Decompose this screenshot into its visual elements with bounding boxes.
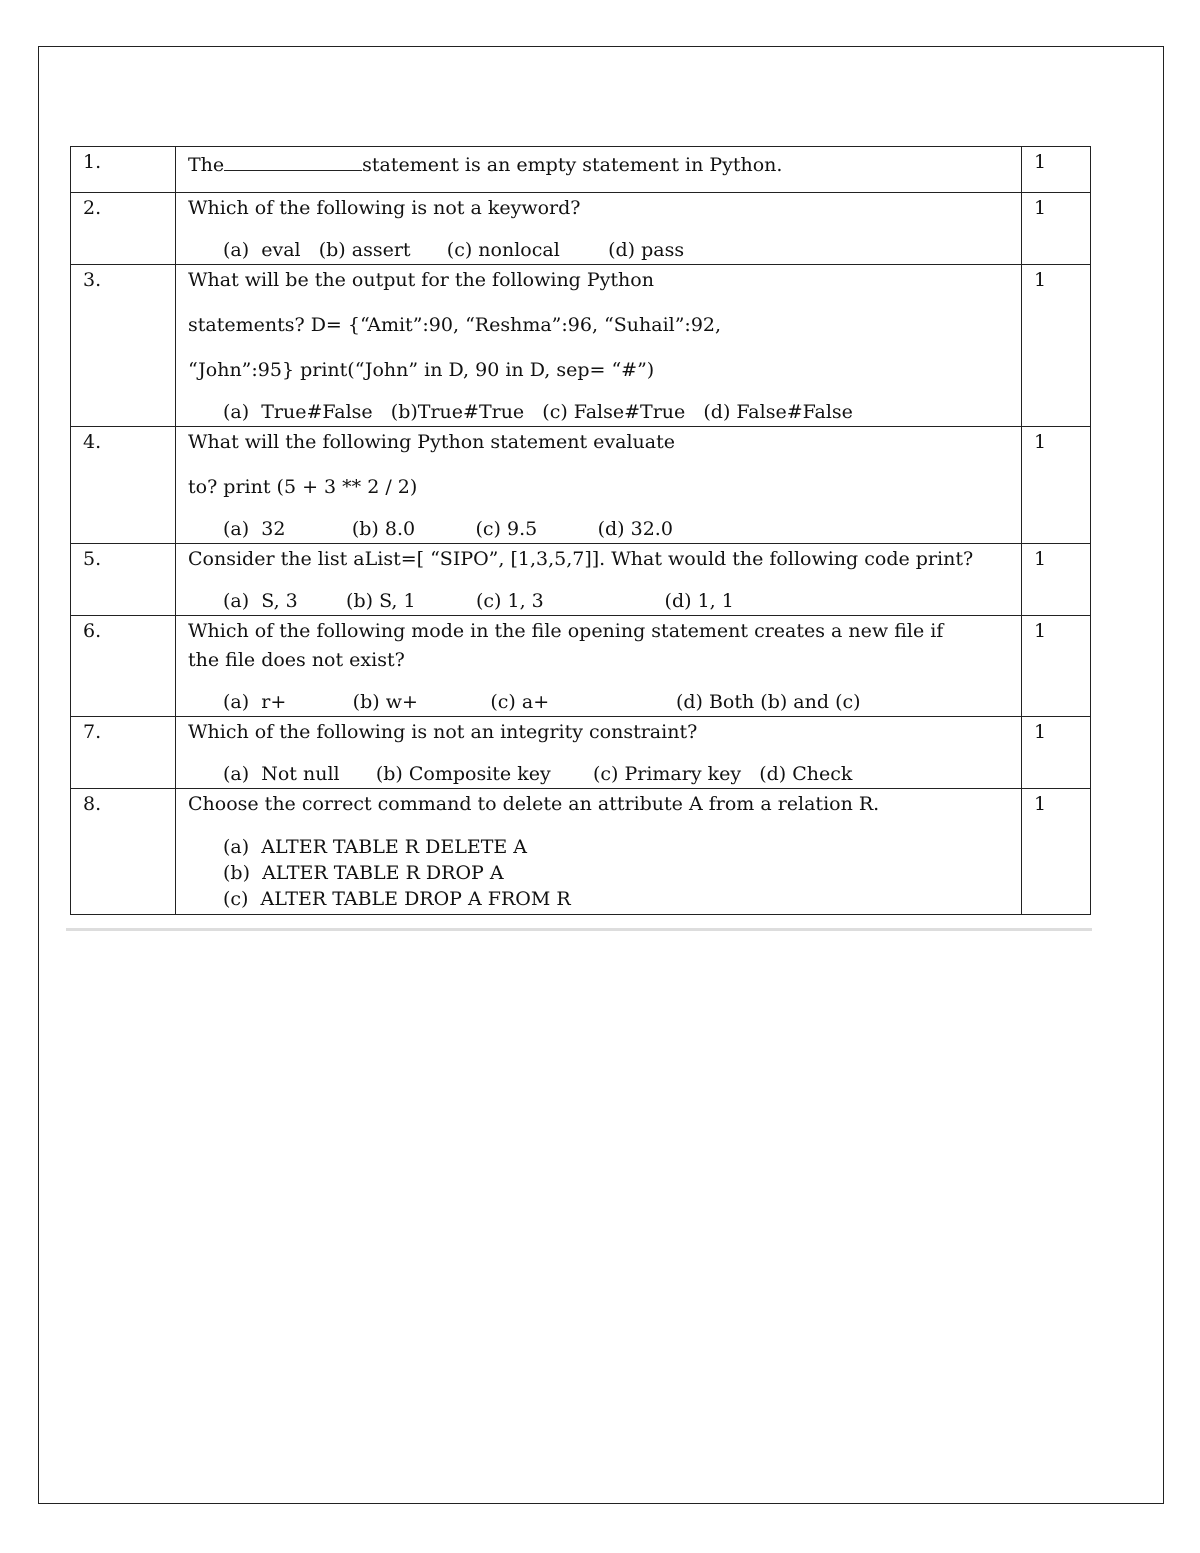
question-table (70, 146, 1091, 915)
question-line: “John”:95} print(“John” in D, 90 in D, sep= “#”) (188, 359, 655, 381)
question-number: 5. (71, 544, 176, 616)
answer-options: (a) Not null (b) Composite key (c) Primary key (d) Check (223, 763, 853, 785)
question-number: 8. (71, 789, 176, 915)
question-row (71, 544, 1091, 616)
question-marks: 1 (1022, 544, 1091, 616)
answer-options: (a) S, 3 (b) S, 1 (c) 1, 3 (d) 1, 1 (223, 590, 734, 612)
question-marks: 1 (1022, 147, 1091, 193)
answer-options: (a) 32 (b) 8.0 (c) 9.5 (d) 32.0 (223, 518, 673, 540)
question-text-part: statement is an empty statement in Python. (362, 154, 783, 176)
answer-option-list (188, 834, 1011, 913)
question-marks: 1 (1022, 427, 1091, 544)
question-marks: 1 (1022, 789, 1091, 915)
question-line: to? print (5 + 3 ** 2 / 2) (188, 476, 418, 498)
question-line: the file does not exist? (188, 649, 405, 671)
question-row (71, 265, 1091, 427)
question-line: Choose the correct command to delete an attribute A from a relation R. (188, 793, 880, 815)
question-text (176, 789, 1022, 915)
question-row (71, 616, 1091, 717)
question-line: Consider the list aList=[ “SIPO”, [1,3,5,7]]. What would the following code print? (188, 548, 974, 570)
question-number: 2. (71, 193, 176, 265)
answer-options: (a) True#False (b)True#True (c) False#True (d) False#False (223, 401, 853, 423)
question-line: Which of the following is not an integrity constraint? (188, 721, 698, 743)
question-line: What will be the output for the following Python (188, 269, 654, 291)
question-text (176, 616, 1022, 717)
question-row (71, 789, 1091, 915)
question-text-part: The (188, 154, 225, 176)
answer-option: (a) ALTER TABLE R DELETE A (223, 836, 527, 858)
question-row (71, 427, 1091, 544)
question-line: statements? D= {“Amit”:90, “Reshma”:96, “Suhail”:92, (188, 314, 722, 336)
question-number: 6. (71, 616, 176, 717)
divider (66, 928, 1092, 931)
question-row (71, 147, 1091, 193)
question-row (71, 193, 1091, 265)
question-number: 1. (71, 147, 176, 193)
question-number: 4. (71, 427, 176, 544)
question-text (176, 717, 1022, 789)
question-text (176, 544, 1022, 616)
question-row (71, 717, 1091, 789)
question-number: 7. (71, 717, 176, 789)
question-text (176, 427, 1022, 544)
question-marks: 1 (1022, 717, 1091, 789)
answer-options: (a) r+ (b) w+ (c) a+ (d) Both (b) and (c) (223, 691, 861, 713)
question-text (176, 193, 1022, 265)
question-text (176, 147, 1022, 193)
fill-in-blank (224, 151, 362, 171)
answer-options: (a) eval (b) assert (c) nonlocal (d) pass (223, 239, 685, 261)
question-marks: 1 (1022, 616, 1091, 717)
question-line: What will the following Python statement evaluate (188, 431, 675, 453)
question-line: Which of the following mode in the file opening statement creates a new file if (188, 620, 944, 642)
answer-option: (c) ALTER TABLE DROP A FROM R (223, 888, 571, 910)
answer-option: (b) ALTER TABLE R DROP A (223, 862, 504, 884)
question-marks: 1 (1022, 193, 1091, 265)
question-text (176, 265, 1022, 427)
question-line: Which of the following is not a keyword? (188, 197, 581, 219)
question-marks: 1 (1022, 265, 1091, 427)
question-number: 3. (71, 265, 176, 427)
